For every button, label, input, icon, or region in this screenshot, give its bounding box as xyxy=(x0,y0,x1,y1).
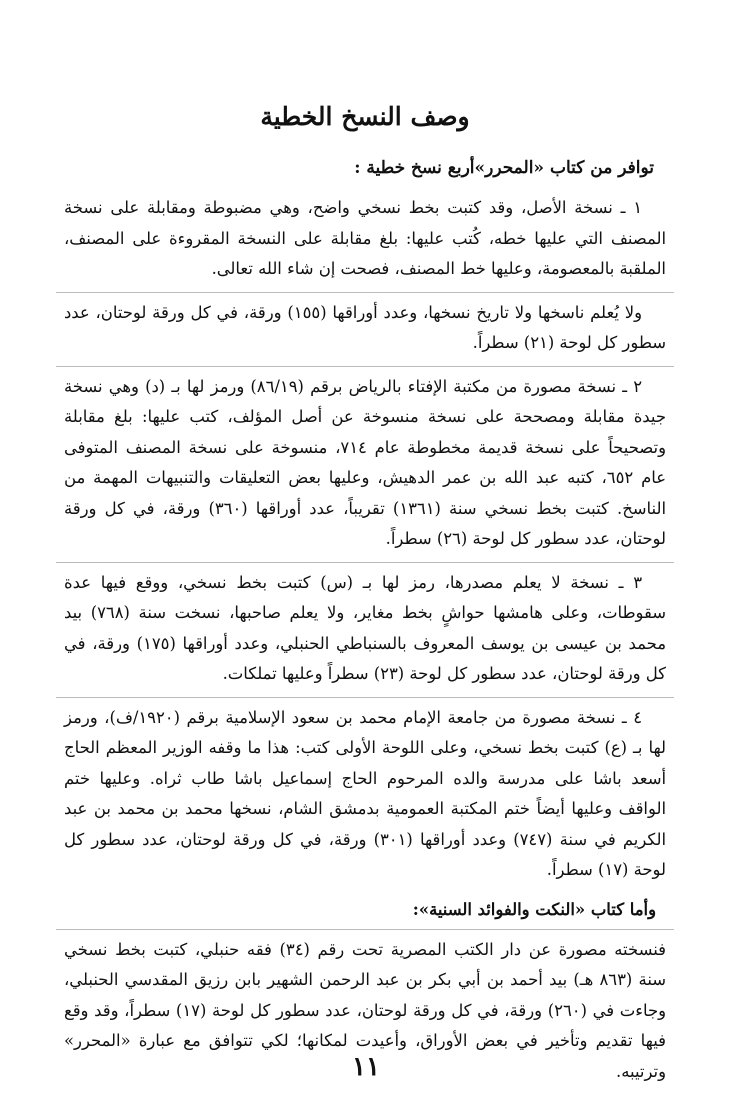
paragraph-manuscript-1: ١ ـ نسخة الأصل، وقد كتبت بخط نسخي واضح، وهي مضبوطة ومقابلة على نسخة المصنف التي عليها خطه، كُتب عليها: بلغ مقابلة على النسخة المقروءة على المصنف، الملقبة بالمعصومة، وعليها خط المصنف، فصحت إن شاء الله تعالى. xyxy=(64,198,666,278)
paragraph-manuscript-2: ٢ ـ نسخة مصورة من مكتبة الإفتاء بالرياض برقم (٨٦/١٩) ورمز لها بـ (د) وهي نسخة جيدة مقابلة ومصححة على نسخة منسوخة عن أصل المؤلف، كتب عليها: بلغ مقابلة وتصحيحاً على نسخة قديمة مخطوطة عام ٧١٤، منسوخة على نسخة المصنف المتوفى عام ٦٥٢، كتبه عبد الله بن عمر الدهيش، وعليها بعض التعليقات والتنبيهات المهمة من الناسخ. كتبت بخط نسخي سنة (١٣٦١) تقريباً، عدد أوراقها (٣٦٠) ورقة، في كل ورقة لوحتان، عدد سطور كل لوحة (٢٦) سطراً. xyxy=(64,376,666,548)
paragraph-manuscript-1-details: ولا يُعلم ناسخها ولا تاريخ نسخها، وعدد أوراقها (١٥٥) ورقة، في كل ورقة لوحتان، عدد سطور كل لوحة (٢١) سطراً. xyxy=(64,302,666,352)
paragraph-manuscript-3: ٣ ـ نسخة لا يعلم مصدرها، رمز لها بـ (س) كتبت بخط نسخي، ووقع فيها عدة سقوطات، وعلى هامشها حواشٍ بخط مغاير، ولا يعلم صاحبها، نسخت سنة (٧٦٨) بيد محمد بن عيسى بن يوسف المعروف بالسنباطي الحنبلي، وعدد أوراقها (١٧٥) ورقة، في كل ورقة لوحتان، عدد سطور كل لوحة (٢٣) سطراً وعليها تملكات. xyxy=(64,572,666,683)
page-number: ١١ xyxy=(352,1052,380,1082)
paragraph-nukat-manuscript: فنسخته مصورة عن دار الكتب المصرية تحت رقم (٣٤) فقه حنبلي، كتبت بخط نسخي سنة (٨٦٣ هـ) بيد أحمد بن أبي بكر بن عبد الرحمن الشهير بابن رزيق المقدسي الحنبلي، وجاءت في (٢٦٠) ورقة، في كل ورقة لوحتان، عدد سطور كل لوحة (١٧) سطراً، وقد وقع فيها تقديم وتأخير في بعض الأوراق، وأعيدت لمكانها؛ لكي تتوافق مع عبارة «المحرر» وترتيبه. xyxy=(64,939,666,1081)
section-subheading: وأما كتاب «النكت والفوائد السنية»: xyxy=(412,899,656,919)
paragraph-manuscript-4: ٤ ـ نسخة مصورة من جامعة الإمام محمد بن سعود الإسلامية برقم (١٩٢٠/ف)، ورمز لها بـ (ع) كتبت بخط نسخي، وعلى اللوحة الأولى كتب: هذا ما وقفه الوزير المعظم الحاج أسعد باشا على مدرسة والده المرحوم الحاج إسماعيل باشا طاب ثراه. وعليها ختم الواقف وعليها أيضاً ختم المكتبة العمومية بدمشق الشام، نسخها محمد بن محمد بن عبد الكريم في سنة (٧٤٧) وعدد أوراقها (٣٠١) ورقة، في كل ورقة لوحتان، عدد سطور كل لوحة (١٧) سطراً. xyxy=(64,707,667,879)
intro-heading: توافر من كتاب «المحرر»أربع نسخ خطية : xyxy=(354,158,654,178)
page-title: وصف النسخ الخطية xyxy=(260,102,470,131)
